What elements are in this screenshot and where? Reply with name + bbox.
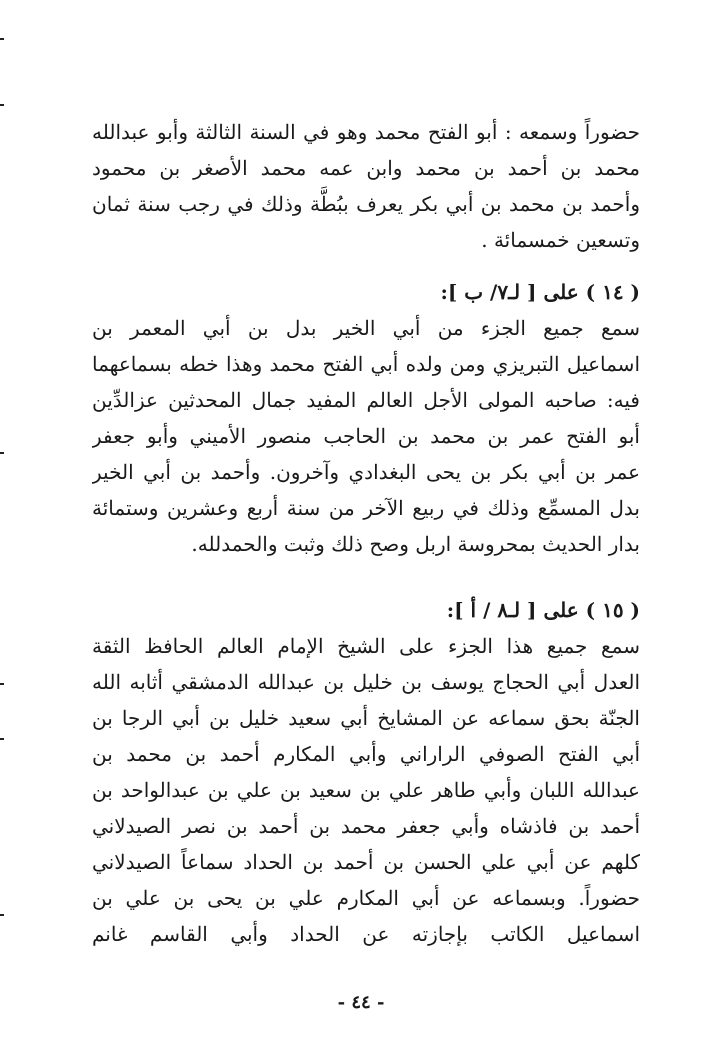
section-heading: ( ١٤ ) على [ لـ٧/ ب ]: — [440, 280, 640, 304]
text-line: فيه: صاحبه المولى الأجل العالم المفيد جمال المحدثين عزالدِّين — [92, 388, 640, 412]
text-line: أبو الفتح عمر بن محمد بن الحاجب منصور الأميني وأبو جعفر — [92, 424, 640, 448]
text-line: بدار الحديث بمحروسة اربل وصح ذلك وثبت والحمدلله. — [191, 532, 640, 556]
text-line: الجنّة بحق سماعه عن المشايخ أبي سعيد خليل بن أبي الرجا بن — [92, 706, 640, 730]
section-14 — [92, 274, 640, 562]
page-number: - ٤٤ - — [337, 992, 385, 1013]
text-line: أبي الفتح الصوفي الراراني وأبي المكارم أحمد بن محمد بن — [92, 742, 640, 766]
text-line: أحمد بن فاذشاه وأبي جعفر محمد بن أحمد بن نصر الصيدلاني — [92, 814, 640, 838]
scan-edge-mark — [0, 914, 4, 916]
scan-edge-mark — [0, 38, 4, 40]
text-line: وتسعين خمسمائة . — [481, 228, 640, 252]
section-15 — [92, 592, 640, 952]
text-line: حضوراً. وبسماعه عن أبي المكارم علي بن يحى بن علي بن — [92, 886, 640, 910]
text-line: عبدالله اللبان وأبي طاهر علي بن سعيد بن علي بن عبدالواحد بن — [92, 778, 640, 802]
text-line: محمد بن أحمد بن محمد وابن عمه محمد الأصغر بن محمود — [92, 156, 640, 180]
text-line: وأحمد بن محمد بن أبي بكر يعرف ببُطَّة وذلك في رجب سنة ثمان — [92, 192, 640, 216]
text-line: كلهم عن أبي علي الحسن بن أحمد بن الحداد سماعاً الصيدلاني — [92, 850, 640, 874]
scan-edge-mark — [0, 104, 4, 106]
scan-edge-mark — [0, 452, 4, 454]
intro-paragraph — [92, 114, 640, 258]
text-line: اسماعيل التبريزي ومن ولده أبي الفتح محمد وهذا خطه بسماعهما — [92, 352, 640, 376]
scan-edge-mark — [0, 683, 4, 685]
text-line: سمع جميع هذا الجزء على الشيخ الإمام العالم الحافظ الثقة — [92, 634, 640, 658]
scan-edge-mark — [0, 738, 4, 740]
text-line: سمع جميع الجزء من أبي الخير بدل بن أبي المعمر بن — [92, 316, 640, 340]
text-line: عمر بن أبي بكر بن يحى البغدادي وآخرون. وأحمد بن أبي الخير — [92, 460, 640, 484]
text-line: اسماعيل الكاتب بإجازته عن الحداد وأبي القاسم غانم — [92, 922, 640, 946]
text-line: العدل أبي الحجاج يوسف بن خليل بن عبدالله الدمشقي أثابه الله — [92, 670, 640, 694]
section-heading: ( ١٥ ) على [ لـ٨ / أ ]: — [446, 598, 640, 622]
text-line: حضوراً وسمعه : أبو الفتح محمد وهو في السنة الثالثة وأبو عبدالله — [92, 120, 640, 144]
text-line: بدل المسمِّع وذلك في ربيع الآخر من سنة أربع وعشرين وستمائة — [92, 496, 640, 520]
